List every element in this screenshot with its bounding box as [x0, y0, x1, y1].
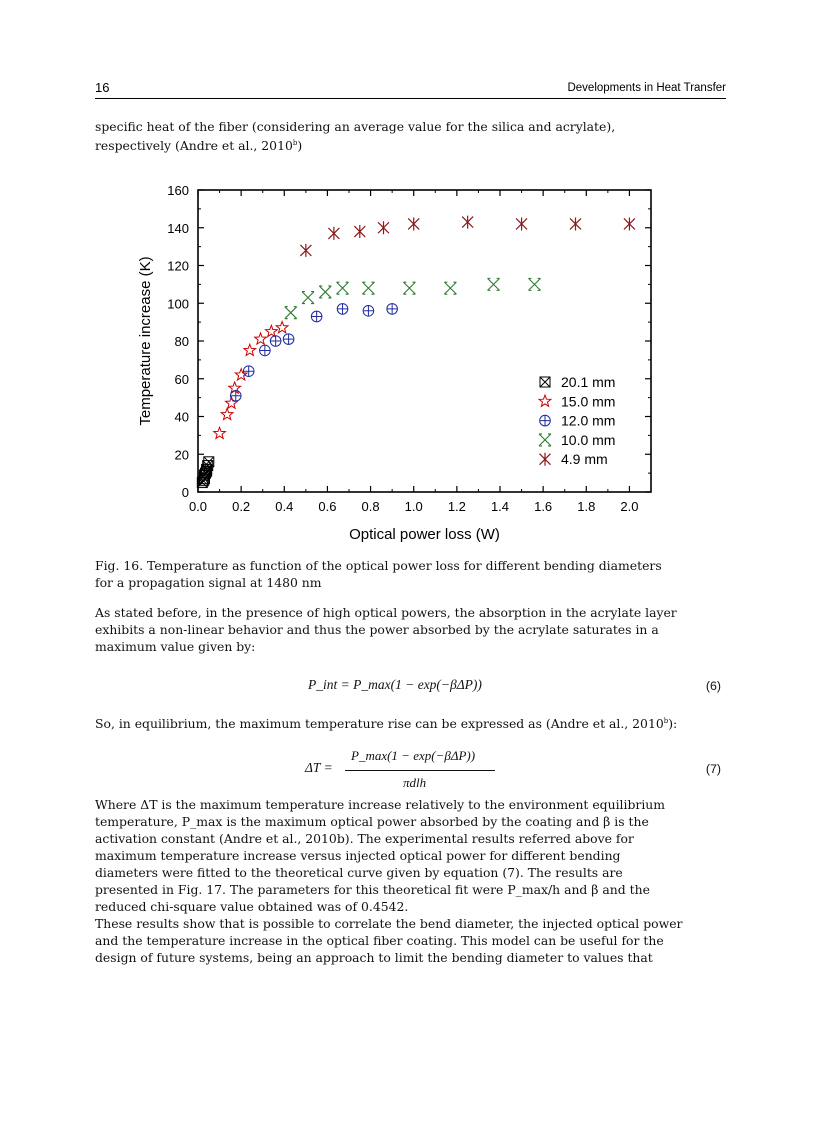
data-point-s4-p6	[516, 217, 527, 230]
data-point-s1-p7	[265, 325, 277, 336]
legend-label-3: 10.0 mm	[561, 431, 616, 448]
x-tick-label: 0.0	[188, 499, 208, 514]
legend-marker-4	[540, 453, 551, 466]
y-tick-label: 80	[174, 334, 189, 349]
y-tick-label: 140	[167, 220, 189, 236]
figure-caption-line-1: Fig. 16. Temperature as function of the optical power loss for different bending diameters	[95, 558, 662, 573]
x-tick-label: 1.2	[447, 499, 466, 514]
para1-line-1: As stated before, in the presence of high optical powers, the absorption in the acrylate layer	[95, 605, 677, 620]
para4-line-2: and the temperature increase in the optical fiber coating. This model can be useful for the	[95, 933, 664, 948]
x-tick-label: 1.8	[577, 499, 596, 514]
data-point-s4-p5	[462, 216, 473, 229]
equation-6-number: (6)	[705, 679, 721, 693]
data-point-s1-p1	[221, 408, 233, 419]
equation-7-lhs: ΔT =	[305, 760, 333, 775]
para3-line-1: Where ΔT is the maximum temperature increase relatively to the environment equilibrium	[95, 797, 666, 812]
x-tick-label: 0.8	[361, 499, 380, 514]
intro-line-1: specific heat of the fiber (considering an average value for the silica and acrylate),	[95, 119, 616, 134]
data-point-s1-p4	[235, 369, 247, 380]
data-point-s3-p7	[488, 278, 500, 290]
data-point-s3-p5	[403, 282, 415, 294]
y-tick-label: 160	[167, 183, 189, 198]
para4-line-3: design of future systems, being an approach to limit the bending diameter to values that	[95, 950, 653, 965]
data-point-s3-p0	[285, 307, 297, 319]
intro-line-2: respectively (Andre et al., 2010$^b$)	[95, 138, 303, 153]
legend-label-1: 15.0 mm	[561, 393, 616, 410]
legend-label-2: 12.0 mm	[561, 412, 616, 429]
y-axis-title: Temperature increase (K)	[137, 256, 154, 426]
y-tick-label: 120	[167, 258, 189, 274]
figure-16-chart	[0, 0, 816, 560]
equation-7-denominator: πdlh	[403, 775, 427, 790]
para1-line-2: exhibits a non-linear behavior and thus the power absorbed by the acrylate saturates in a	[95, 622, 659, 637]
x-tick-label: 0.6	[318, 499, 337, 514]
para3-line-3: activation constant (Andre et al., 2010b). The experimental results referred above for	[95, 831, 634, 846]
data-point-s3-p3	[337, 282, 349, 294]
data-point-s4-p0	[300, 244, 311, 257]
legend-marker-3	[539, 434, 551, 446]
x-tick-label: 2.0	[620, 499, 639, 514]
book-title: Developments in Heat Transfer	[567, 82, 726, 94]
data-point-s3-p2	[319, 286, 331, 298]
para3-line-4: maximum temperature increase versus injected optical power for different bending	[95, 848, 621, 863]
legend-marker-1	[539, 395, 551, 406]
equation-6	[308, 677, 482, 693]
data-point-s4-p1	[328, 227, 339, 240]
y-tick-label: 40	[174, 409, 189, 425]
legend-label-0: 20.1 mm	[561, 374, 616, 390]
x-tick-label: 1.6	[534, 499, 553, 514]
data-point-s3-p4	[362, 282, 374, 294]
para1-line-3: maximum value given by:	[95, 639, 256, 654]
page-number: 16	[95, 80, 110, 95]
x-tick-label: 0.2	[232, 499, 251, 514]
data-point-s3-p1	[302, 292, 314, 304]
para3-line-5: diameters were fitted to the theoretical curve given by equation (7). The results are	[95, 865, 623, 880]
y-tick-label: 0	[181, 485, 189, 500]
equation-7-number: (7)	[705, 762, 721, 776]
data-point-s1-p0	[214, 427, 226, 438]
x-tick-label: 0.4	[275, 499, 294, 514]
equation-7-fraction-bar	[345, 770, 495, 771]
data-point-s4-p8	[624, 217, 635, 230]
data-point-s3-p8	[529, 278, 541, 290]
legend-marker-0-cross	[540, 377, 550, 387]
data-point-s1-p6	[255, 333, 267, 344]
data-point-s4-p7	[570, 217, 581, 230]
data-point-s1-p8	[276, 322, 288, 333]
legend-label-4: 4.9 mm	[561, 451, 608, 468]
para2: So, in equilibrium, the maximum temperature rise can be expressed as (Andre et al., 2010$^b$):	[95, 716, 678, 731]
para3-line-6: presented in Fig. 17. The parameters for this theoretical fit were P_max/h and β and the	[95, 882, 650, 897]
data-point-s3-p6	[444, 282, 456, 294]
y-tick-label: 20	[174, 447, 189, 463]
x-tick-label: 1.4	[490, 499, 510, 514]
figure-caption-line-2: for a propagation signal at 1480 nm	[95, 575, 322, 590]
data-point-s4-p2	[354, 225, 365, 238]
para4-line-1: These results show that is possible to correlate the bend diameter, the injected optical power	[95, 916, 683, 931]
y-tick-label: 60	[174, 371, 189, 387]
data-point-s4-p3	[378, 221, 389, 234]
data-point-s1-p5	[244, 344, 256, 355]
para3-line-7: reduced chi-square value obtained was of 0.4542.	[95, 899, 409, 914]
data-point-s4-p4	[408, 217, 419, 230]
equation-7-numerator: P_max(1 − exp(−βΔP))	[351, 748, 476, 763]
x-tick-label: 1.0	[404, 499, 423, 514]
equation-6-text: P_int = P_max(1 − exp(−βΔP))	[308, 677, 482, 692]
y-tick-label: 100	[167, 296, 189, 312]
para3-line-2: temperature, P_max is the maximum optical power absorbed by the coating and β is the	[95, 814, 649, 829]
x-axis-title: Optical power loss (W)	[349, 526, 500, 543]
